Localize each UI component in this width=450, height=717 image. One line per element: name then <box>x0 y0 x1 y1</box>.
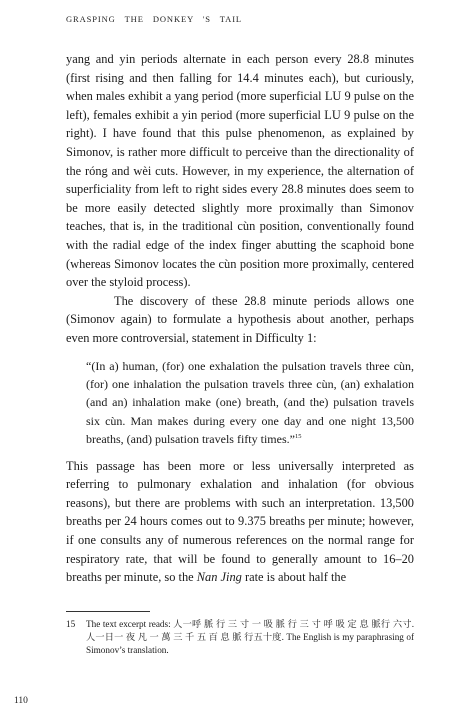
paragraph-3 <box>66 457 414 587</box>
footnote-text: The text excerpt reads: 人一呼 脈 行 三 寸 一 吸 脈 行 三 寸 呼 吸 定 息 脈行 六寸. 人一日一 夜 凡 一 萬 三 千 五 百 息 脈 行五十度. The English is my paraphrasing of Simonov’s translation. <box>86 619 414 655</box>
page-number: 110 <box>14 696 28 706</box>
running-head: GRASPING THE DONKEY 'S TAIL <box>66 14 243 24</box>
footnote-number: 15 <box>66 619 76 629</box>
body-text <box>66 50 414 587</box>
book-title-nan-jing: Nan Jing <box>196 570 242 585</box>
paragraph-2: The discovery of these 28.8 minute periods allows one (Simonov again) to formulate a hypothesis about another, perhaps even more controversial, statement in Difficulty 1: <box>66 293 414 345</box>
footnote-rule <box>66 611 150 612</box>
paragraph-3-text-b: rate is about half the <box>241 570 347 585</box>
paragraph-3-text-a: This passage has been more or less universally interpreted as referring to pulmonary exhalation and inhalation (for obvious reasons), but there are problems with such an interpretation. 13,500 breaths per 24 hours comes out to 9.375 breaths per minute; however, if one consults any of numerous references on the normal range for respiratory rate, that will be found to generally amount to 16–20 breaths per minute, so the <box>66 458 414 585</box>
footnote <box>66 618 414 657</box>
block-quote-text: “(In a) human, (for) one exhalation the pulsation travels three cùn, (for) one inhalation the pulsation travels three cùn, (an) exhalation (and an) inhalation make (one) breath, (and the) pulsation travels six cùn. Man makes during every one day and one night 13,500 breaths, (and) pulsation travels fifty times.” <box>86 358 414 447</box>
block-quote <box>86 357 414 449</box>
paragraph-1: yang and yin periods alternate in each person every 28.8 minutes (first rising and then falling for 14.4 minutes each), but curiously, when males exhibit a yang period (more superficial LU 9 pulse on the left), females exhibit a yin period (more superficial LU 9 pulse on the right). I have found that this pulse phenomenon, as explained by Simonov, is rather more difficult to perceive than the directionality of the róng and wèi cuts. However, in my experience, the alternation of superficiality from left to right sides every 28.8 minutes does seem to be more easily detected slightly more proximally than Simonov teaches, that is, in the traditional cùn position, conventionally found with the radial edge of the index finger abutting the scaphoid bone (whereas Simonov locates the cùn position more proximally, centered over the styloid process). <box>66 52 414 290</box>
footnote-reference[interactable]: 15 <box>294 433 302 441</box>
